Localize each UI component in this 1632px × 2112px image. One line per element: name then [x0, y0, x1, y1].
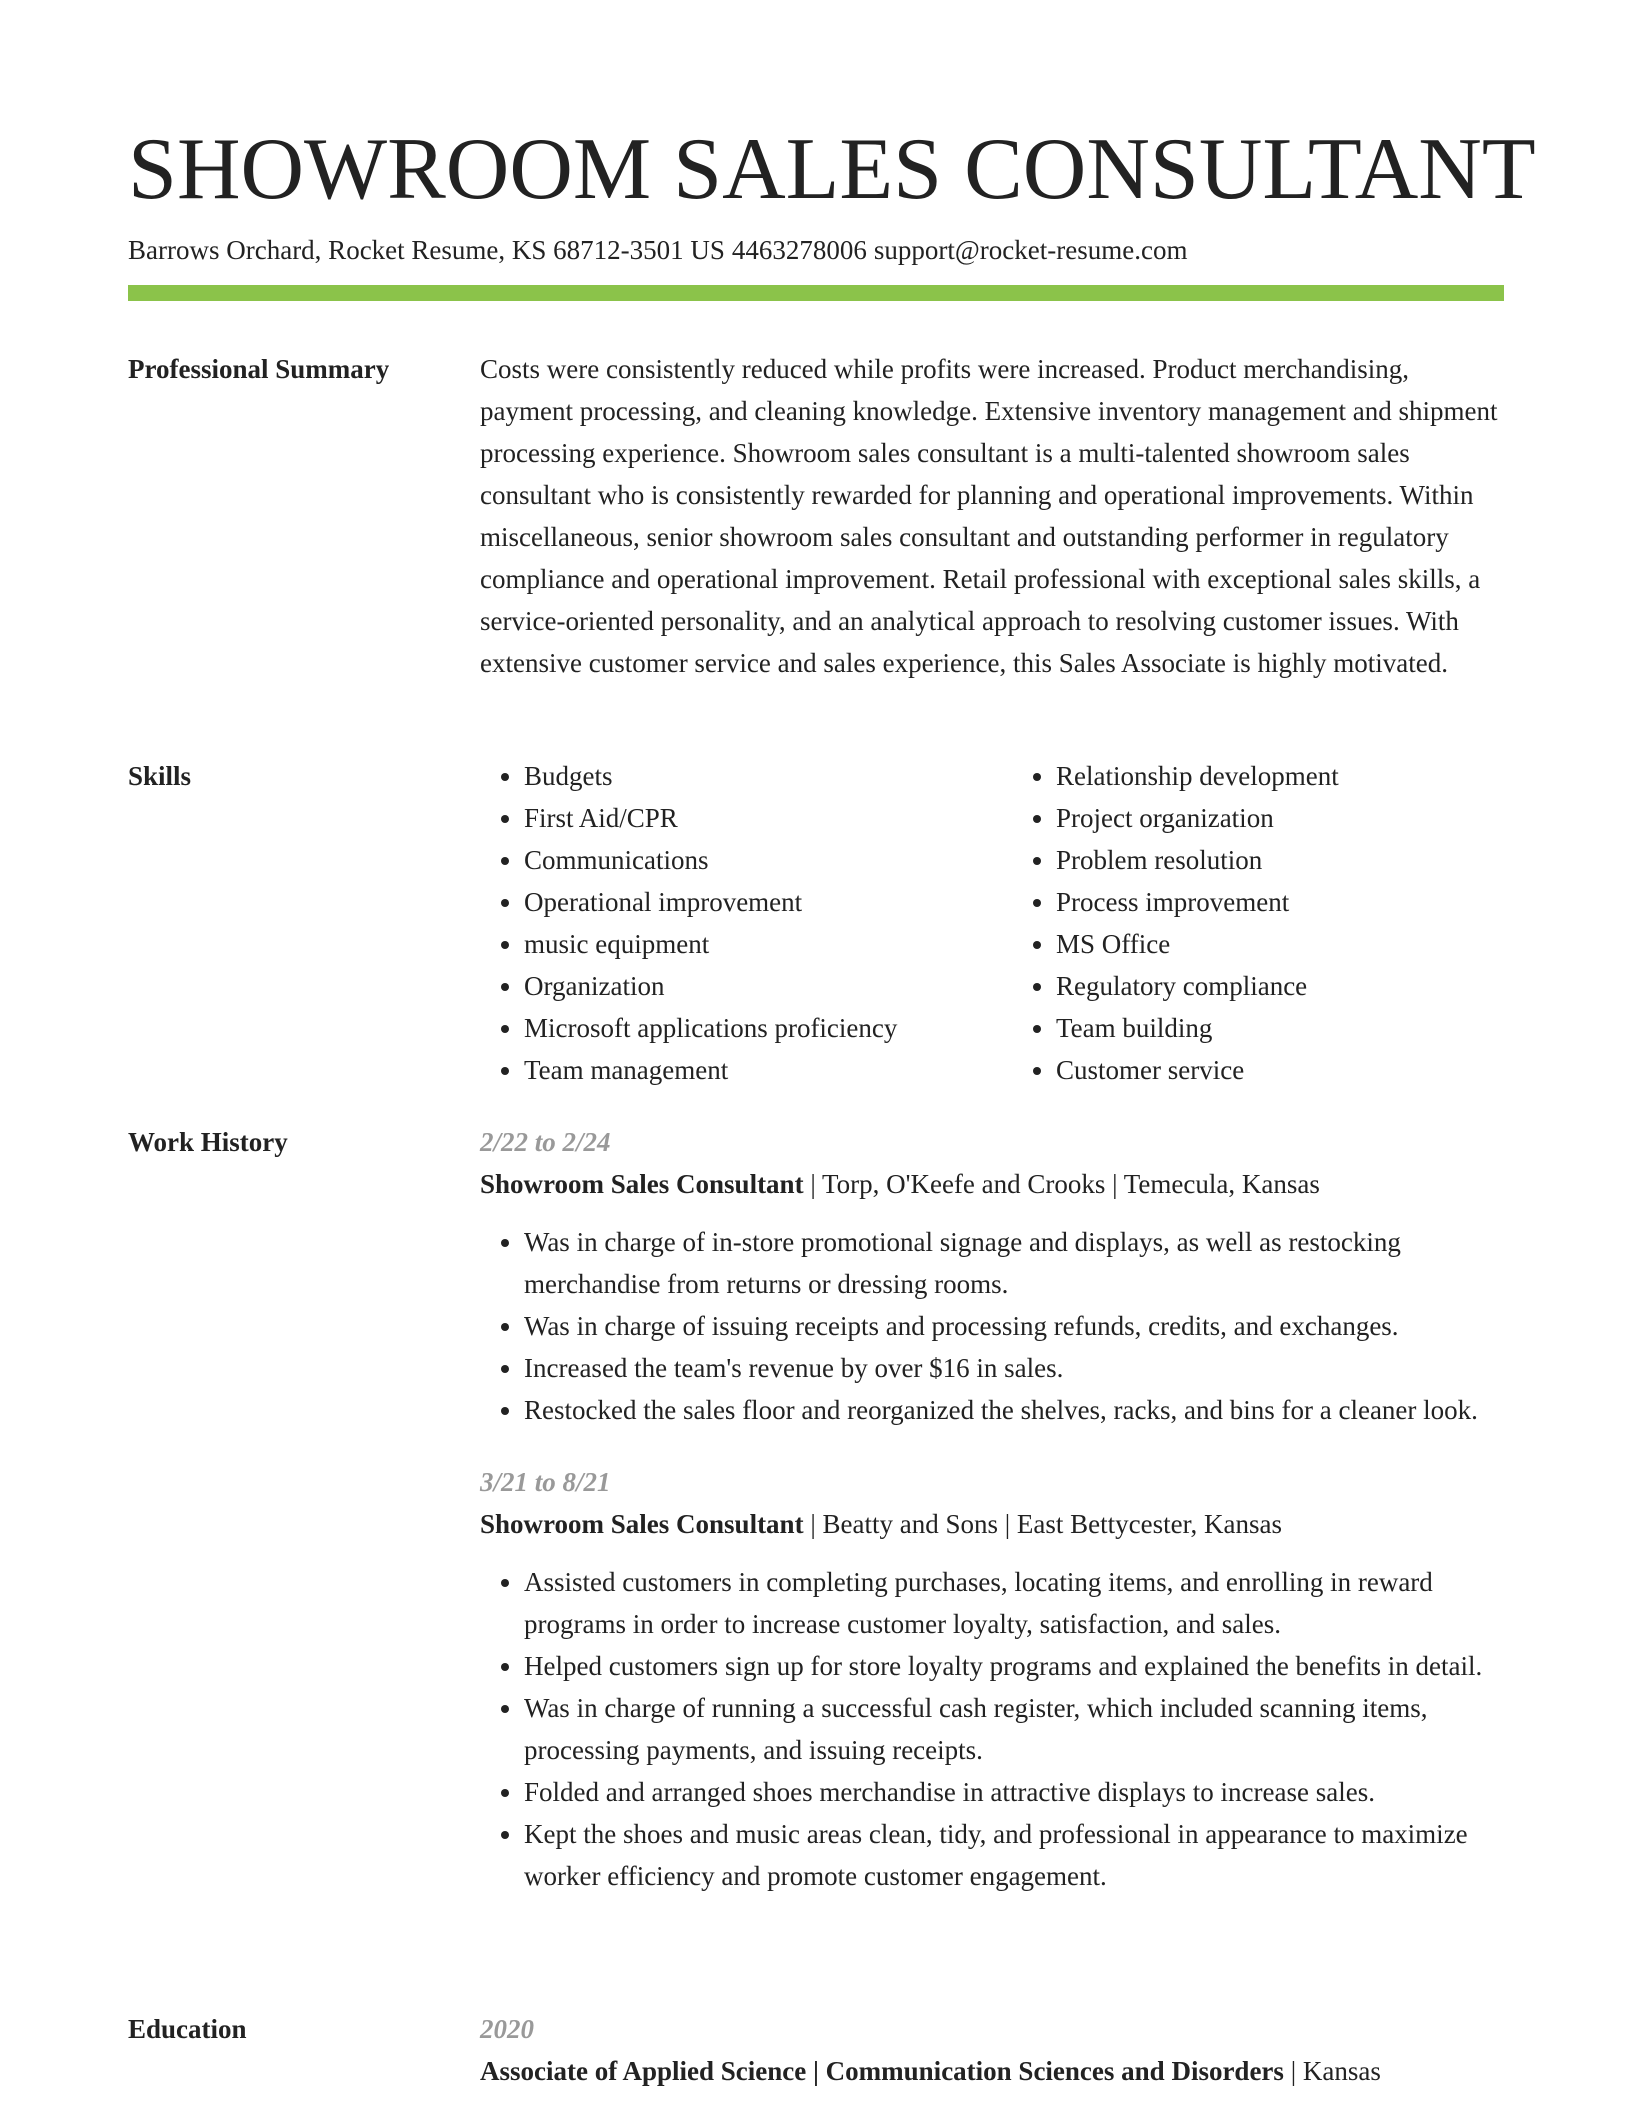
job-bullet: • Folded and arranged shoes merchandise in attractive displays to increase sales. — [524, 1771, 1504, 1813]
skills-list-left — [480, 755, 972, 1091]
education-year: 2020 — [480, 2014, 534, 2044]
job-role: Showroom Sales Consultant — [480, 1169, 804, 1199]
skill-item: • Team building — [1056, 1007, 1504, 1049]
contact-line — [128, 232, 1187, 268]
skill-item: • Organization — [524, 965, 972, 1007]
work-history-heading: Work History — [128, 1127, 288, 1157]
address: Barrows Orchard, Rocket Resume, KS 68712-3501 US — [128, 235, 725, 265]
job-bullet: • Restocked the sales floor and reorganized the shelves, racks, and bins for a cleaner look. — [524, 1389, 1504, 1431]
job-bullet: • Assisted customers in completing purchases, locating items, and enrolling in reward programs in order to increase customer loyalty, satisfaction, and sales. — [524, 1561, 1504, 1645]
job-title-line — [480, 1503, 1504, 1545]
skill-item: • Communications — [524, 839, 972, 881]
job-entry — [480, 1461, 1504, 1897]
skill-item: • Customer service — [1056, 1049, 1504, 1091]
job-title-line — [480, 1163, 1504, 1205]
education-heading: Education — [128, 2014, 247, 2044]
job-bullet: • Was in charge of in-store promotional signage and displays, as well as restocking merchandise from returns or dressing rooms. — [524, 1221, 1504, 1305]
job-entry — [480, 1121, 1504, 1431]
job-dates: 2/22 to 2/24 — [480, 1127, 611, 1157]
education-degree: Associate of Applied Science | Communication Sciences and Disorders — [480, 2056, 1284, 2086]
work-history-body — [480, 1121, 1504, 1927]
education-body — [480, 2008, 1504, 2092]
candidate-name: SHOWROOM SALES CONSULTANT — [128, 121, 1536, 218]
job-bullet: • Increased the team's revenue by over $16 in sales. — [524, 1347, 1504, 1389]
skill-item: • Process improvement — [1056, 881, 1504, 923]
education-location: | Kansas — [1283, 2056, 1381, 2086]
summary-text: Costs were consistently reduced while profits were increased. Product merchandising, payment processing, and cleaning knowledge. Extensive inventory management and shipment processing experience. Showroom sales consultant is a multi-talented showroom sales consultant who is consistently rewarded for planning and operational improvements. Within miscellaneous, senior showroom sales consultant and outstanding performer in regulatory compliance and operational improvement. Retail professional with exceptional sales skills, a service-oriented personality, and an analytical approach to resolving customer issues. With extensive customer service and sales experience, this Sales Associate is highly motivated. — [480, 354, 1498, 678]
education-degree-line — [480, 2050, 1504, 2092]
email: support@rocket-resume.com — [873, 235, 1188, 265]
job-employer-location: | Beatty and Sons | East Bettycester, Kansas — [803, 1509, 1282, 1539]
job-role: Showroom Sales Consultant — [480, 1509, 804, 1539]
job-dates: 3/21 to 8/21 — [480, 1467, 611, 1497]
skill-item: • Regulatory compliance — [1056, 965, 1504, 1007]
header-divider — [128, 285, 1504, 301]
skills-body — [480, 755, 1504, 1091]
job-bullet: • Was in charge of running a successful cash register, which included scanning items, processing payments, and issuing receipts. — [524, 1687, 1504, 1771]
job-bullet: • Kept the shoes and music areas clean, tidy, and professional in appearance to maximize worker efficiency and promote customer engagement. — [524, 1813, 1504, 1897]
skills-heading: Skills — [128, 761, 192, 791]
skill-item: • Operational improvement — [524, 881, 972, 923]
job-bullets — [480, 1221, 1504, 1431]
summary-heading: Professional Summary — [128, 354, 390, 384]
skill-item: • MS Office — [1056, 923, 1504, 965]
job-bullet: • Was in charge of issuing receipts and processing refunds, credits, and exchanges. — [524, 1305, 1504, 1347]
skills-list-right — [1012, 755, 1504, 1091]
skill-item: • Project organization — [1056, 797, 1504, 839]
job-bullets — [480, 1561, 1504, 1897]
skill-item: • Problem resolution — [1056, 839, 1504, 881]
skill-item: • Relationship development — [1056, 755, 1504, 797]
skill-item: • Budgets — [524, 755, 972, 797]
phone: 4463278006 — [731, 235, 867, 265]
job-employer-location: | Torp, O'Keefe and Crooks | Temecula, Kansas — [803, 1169, 1320, 1199]
job-bullet: • Helped customers sign up for store loyalty programs and explained the benefits in detail. — [524, 1645, 1504, 1687]
skill-item: • music equipment — [524, 923, 972, 965]
summary-body — [480, 348, 1504, 684]
skill-item: • Team management — [524, 1049, 972, 1091]
skill-item: • Microsoft applications proficiency — [524, 1007, 972, 1049]
skill-item: • First Aid/CPR — [524, 797, 972, 839]
